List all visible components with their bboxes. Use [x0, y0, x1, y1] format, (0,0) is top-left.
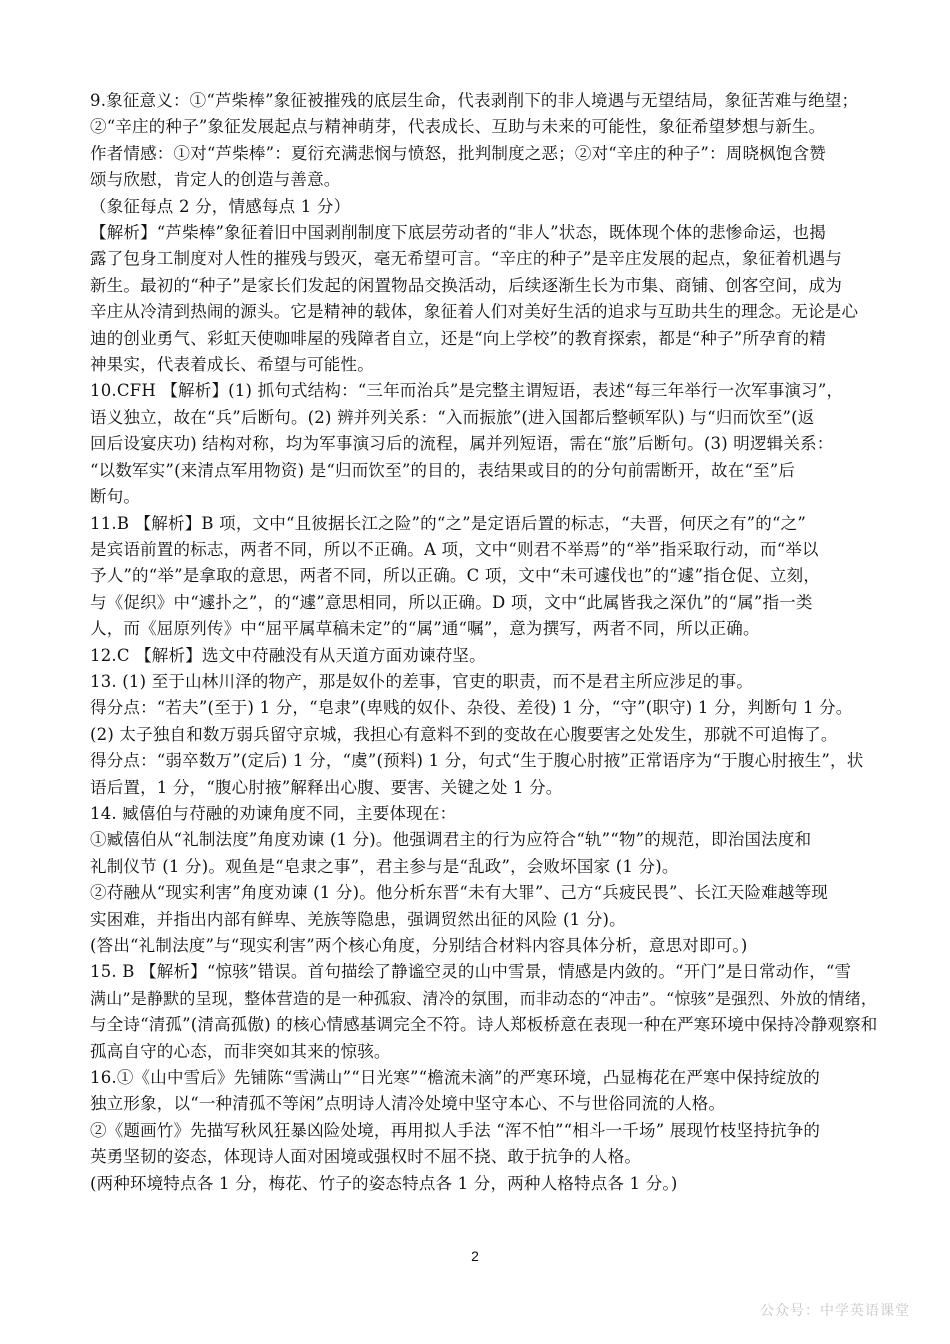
text-line: 语后置，1 分，“腹心肘掖”解释出心腹、要害、关键之处 1 分。 [90, 777, 563, 797]
text-line: 16.①《山中雪后》先铺陈“雪满山”“日光寒”“檐流未滴”的严寒环境，凸显梅花在严寒中保持绽放的 [90, 1068, 820, 1088]
text-line: 予人”的“举”是拿取的意思，两者不同，所以正确。C 项，文中“未可遽伐也”的“遽”指仓促、立刻， [90, 566, 821, 586]
text-line: 得分点：“弱卒数万”(定后) 1 分，“虞”(预料) 1 分，句式“生于腹心肘掖”正常语序为“于腹心肘掖生”，状 [90, 751, 864, 771]
watermark: 公众号：中学英语课堂 [760, 1302, 910, 1318]
text-line: (2) 太子独自和数万弱兵留守京城，我担心有意料不到的变故在心腹要害之处发生，那就不可追悔了。 [90, 724, 838, 744]
text-line: 13. (1) 至于山林川泽的物产，那是奴仆的差事，官吏的职责，而不是君主所应涉足的事。 [90, 671, 753, 691]
text-line: ②《题画竹》先描写秋风狂暴凶险处境，再用拟人手法 “浑不怕”“相斗一千场” 展现竹枝坚持抗争的 [90, 1120, 821, 1140]
text-line: （象征每点 2 分，情感每点 1 分） [90, 196, 351, 216]
text-line: 12.C 【解析】选文中苻融没有从天道方面劝谏苻坚。 [90, 645, 486, 665]
text-line: 断句。 [90, 487, 141, 507]
text-line: 礼制仪节 (1 分)。观鱼是“皂隶之事”，君主参与是“乱政”，会败坏国家 (1 分)。 [90, 856, 679, 876]
text-line: 是宾语前置的标志，两者不同，所以不正确。A 项，文中“则君不举焉”的“举”指采取行动，而“举以 [90, 539, 819, 559]
text-line: 人，而《屈原列传》中“屈平属草稿未定”的“属”通“嘱”，意为撰写，两者不同，所以正确。 [90, 619, 760, 639]
text-line: 14. 臧僖伯与苻融的劝谏角度不同，主要体现在： [90, 803, 457, 823]
text-line: 作者情感：①对“芦柴棒”：夏衍充满悲悯与愤怒，批判制度之恶；②对“辛庄的种子”：周晓枫饱含赞 [90, 143, 826, 163]
text-line: 独立形象，以“一种清孤不等闲”点明诗人清冷处境中坚守本心、不与世俗同流的人格。 [90, 1094, 726, 1114]
text-line: ②“辛庄的种子”象征发展起点与精神萌芽，代表成长、互助与未来的可能性，象征希望梦想与新生。 [90, 117, 826, 137]
text-line: (两种环境特点各 1 分，梅花、竹子的姿态特点各 1 分，两种人格特点各 1 分。) [90, 1173, 678, 1193]
text-line: 【解析】“芦柴棒”象征着旧中国剥削制度下底层劳动者的“非人”状态，既体现个体的悲惨命运，也揭 [90, 223, 826, 243]
text-line: 回后设宴庆功) 结构对称，均为军事演习后的流程，属并列短语，需在“旅”后断句。(3) 明逻辑关系： [90, 434, 834, 454]
text-line: 新生。最初的“种子”是家长们发起的闲置物品交换活动，后续逐渐生长为市集、商铺、创客空间，成为 [90, 275, 843, 295]
text-line: (答出“礼制法度”与“现实利害”两个核心角度，分别结合材料内容具体分析，意思对即可。) [90, 936, 748, 955]
text-line: 迪的创业勇气、彩虹天使咖啡屋的残障者自立，还是“向上学校”的教育探索，都是“种子”所孕育的精 [90, 328, 826, 348]
text-line: 实困难，并指出内部有鲜卑、羌族等隐患，强调贸然出征的风险 (1 分)。 [90, 909, 626, 929]
text-line: 9.象征意义：①“芦柴棒”象征被摧残的底层生命，代表剥削下的非人境遇与无望结局，象征苦难与绝望； [90, 91, 859, 110]
text-line: 辛庄从冷清到热闹的源头。它是精神的载体，象征着人们对美好生活的追求与互助共生的理念。无论是心 [90, 302, 859, 322]
text-line: 得分点：“若夫”(至于) 1 分，“皂隶”(卑贱的奴仆、杂役、差役) 1 分，“守”(职守) 1 分，判断句 1 分。 [90, 698, 853, 718]
text-line: ②苻融从“现实利害”角度劝谏 (1 分)。他分析东晋“未有大罪”、己方“兵疲民畏”、长江天险难越等现 [90, 883, 828, 903]
text-line: 颂与欣慰，肯定人的创造与善意。 [90, 170, 341, 190]
text-line: 11.B 【解析】B 项，文中“且彼据长江之险”的“之”是定语后置的标志，“夫晋，何厌之有”的“之” [90, 513, 806, 533]
text-line: 英勇坚韧的姿态，体现诗人面对困境或强权时不屈不挠、敢于抗争的人格。 [90, 1147, 642, 1167]
text-line: 与《促织》中“遽扑之”，的“遽”意思相同，所以正确。D 项，文中“此属皆我之深仇”的“属”指一类 [90, 592, 813, 612]
text-line: 语义独立，故在“兵”后断句。(2) 辨并列关系：“入而振旅”(进入国都后整顿军队) 与“归而饮至”(返 [90, 407, 815, 427]
answer-key-content [90, 88, 878, 1197]
text-line: 神果实，代表着成长、希望与可能性。 [90, 355, 374, 375]
text-line: 10.CFH 【解析】(1) 抓句式结构：“三年而治兵”是完整主谓短语，表述“每三年举行一次军事演习”， [90, 381, 844, 401]
text-line: 露了包身工制度对人性的摧残与毁灭，毫无希望可言。“辛庄的种子”是辛庄发展的起点，象征着机遇与 [90, 249, 843, 269]
text-line: 满山”是静默的呈现，整体营造的是一种孤寂、清冷的氛围，而非动态的“冲击”。“惊骇”是强烈、外放的情绪， [90, 988, 878, 1008]
page-number: 2 [471, 1248, 479, 1264]
text-line: 孤高自守的心态，而非突如其来的惊骇。 [90, 1041, 391, 1061]
text-line: 15. B 【解析】“惊骇”错误。首句描绘了静谧空灵的山中雪景，情感是内敛的。“开门”是日常动作，“雪 [90, 962, 852, 982]
text-line: 与全诗“清孤”(清高孤傲) 的核心情感基调完全不符。诗人郑板桥意在表现一种在严寒环境中保持冷静观察和 [90, 1015, 878, 1035]
text-line: ①臧僖伯从“礼制法度”角度劝谏 (1 分)。他强调君主的行为应符合“轨”“物”的规范，即治国法度和 [90, 830, 812, 850]
text-line: “以数军实”(来清点军用物资) 是“归而饮至”的目的，表结果或目的的分句前需断开，故在“至”后 [90, 460, 796, 480]
